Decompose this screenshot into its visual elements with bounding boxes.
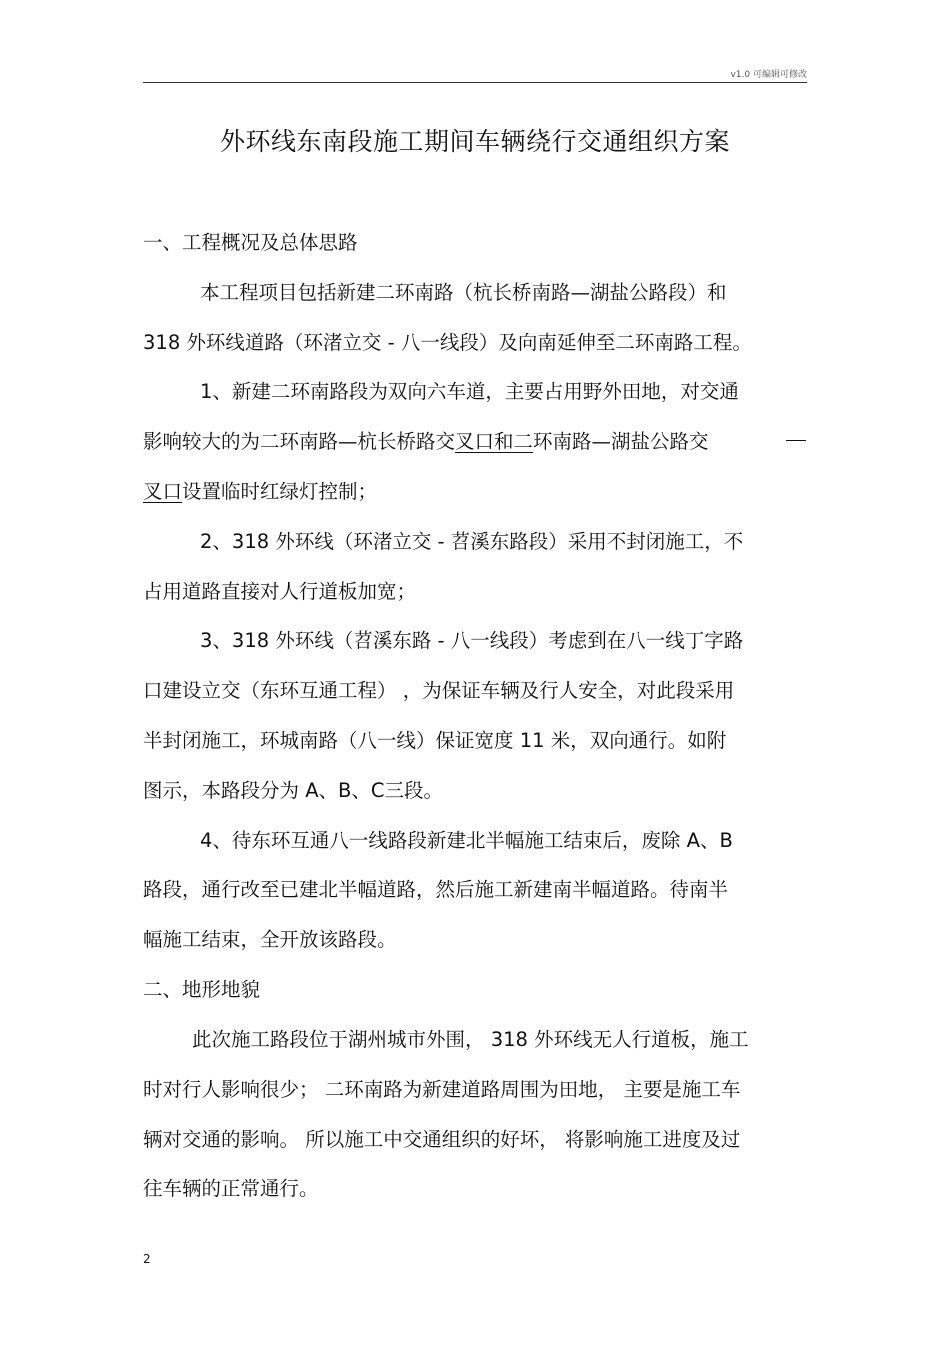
underline-blank <box>786 440 806 441</box>
paragraph-line: 图示，本路段分为 A、B、C三段。 <box>143 779 444 802</box>
paragraph-line: 4、待东环互通八一线路段新建北半幅施工结束后，废除 A、B <box>200 829 733 852</box>
paragraph-line: 往车辆的正常通行。 <box>143 1177 319 1200</box>
paragraph-line: 1、新建二环南路段为双向六车道，主要占用野外田地，对交通 <box>200 380 739 403</box>
paragraph-line: 路段，通行改至已建北半幅道路，然后施工新建南半幅道路。待南半 <box>143 878 729 901</box>
paragraph-line: 占用道路直接对人行道板加宽； <box>143 580 417 603</box>
paragraph-line: 3、318 外环线（苕溪东路 - 八一线段）考虑到在八一线丁字路 <box>200 629 744 652</box>
section2-heading: 二、地形地貌 <box>143 978 261 1001</box>
header-rule <box>143 82 807 83</box>
paragraph-line: 318 外环线道路（环渚立交 - 八一线段）及向南延伸至二环南路工程。 <box>143 331 752 354</box>
paragraph-line <box>143 478 377 506</box>
paragraph-line: 幅施工结束，全开放该路段。 <box>143 928 397 951</box>
paragraph-line: 2、318 外环线（环渚立交 - 苕溪东路段）采用不封闭施工，不 <box>200 530 744 553</box>
page-number: 2 <box>143 1252 151 1266</box>
paragraph-line: 口建设立交（东环互通工程） ，为保证车辆及行人安全，对此段采用 <box>143 679 735 702</box>
section1-heading: 一、工程概况及总体思路 <box>143 231 358 254</box>
document-title: 外环线东南段施工期间车辆绕行交通组织方案 <box>219 127 730 156</box>
paragraph-line <box>143 428 709 456</box>
paragraph-line: 此次施工路段位于湖州城市外围， 318 外环线无人行道板，施工 <box>192 1028 749 1051</box>
paragraph-line: 时对行人影响很少； 二环南路为新建道路周围为田地， 主要是施工车 <box>143 1078 741 1101</box>
paragraph-line: 半封闭施工，环城南路（八一线）保证宽度 11 米，双向通行。如附 <box>143 729 727 752</box>
underlined-text: 叉口 <box>143 480 183 503</box>
underlined-text: 叉口和二 <box>455 430 534 453</box>
header-version-note: v1.0 可编辑可修改 <box>730 70 807 80</box>
text-run: 影响较大的为二环南路—杭长桥路交 <box>143 430 456 453</box>
text-run: 设置临时红绿灯控制； <box>182 480 378 503</box>
text-run: 环南路—湖盐公路交 <box>533 430 709 453</box>
paragraph-line: 辆对交通的影响。 所以施工中交通组织的好坏， 将影响施工进度及过 <box>143 1128 741 1151</box>
paragraph-line: 本工程项目包括新建二环南路（杭长桥南路—湖盐公路段）和 <box>200 281 727 304</box>
